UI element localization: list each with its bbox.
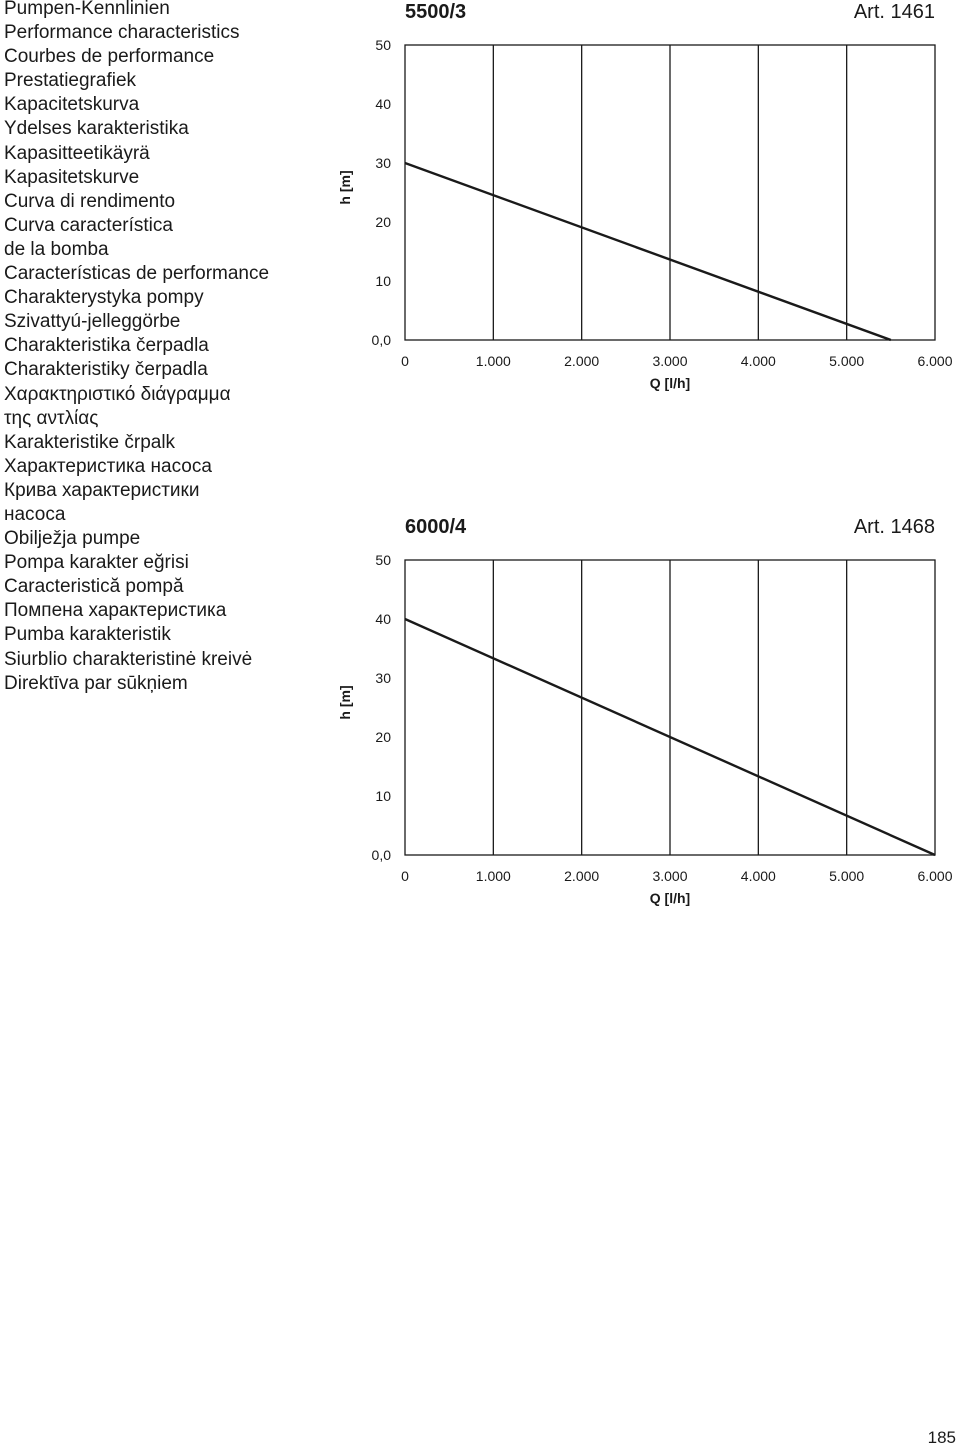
title-line: de la bomba — [4, 238, 109, 260]
title-line: Χαρακτηριστικό διάγραμμα — [4, 383, 231, 405]
y-tick-label: 10 — [375, 273, 391, 289]
title-line: Curva característica — [4, 214, 173, 236]
y-tick-label: 0,0 — [371, 847, 391, 863]
x-tick-label: 1.000 — [475, 353, 511, 369]
title-line: Kapasitteetikäyrä — [4, 142, 150, 164]
y-tick-label: 30 — [375, 670, 391, 686]
title-line: Ydelses karakteristika — [4, 118, 189, 140]
y-tick-label: 20 — [375, 214, 391, 230]
x-tick-label: 3.000 — [652, 868, 688, 884]
title-line: της αντλίας — [4, 407, 99, 429]
title-line: Prestatiegrafiek — [4, 70, 137, 92]
title-line: Крива характеристики — [4, 479, 200, 501]
x-tick-label: 1.000 — [475, 868, 511, 884]
title-line: Характеристика насоса — [4, 455, 212, 477]
title-line: Charakteristiky čerpadla — [4, 359, 208, 381]
x-axis-label: Q [l/h] — [649, 375, 691, 391]
chart-model: 5500/3 — [405, 1, 467, 23]
x-tick-label: 2.000 — [564, 353, 600, 369]
y-tick-label: 20 — [375, 729, 391, 745]
x-tick-label: 0 — [401, 353, 409, 369]
x-tick-label: 5.000 — [829, 868, 865, 884]
x-tick-label: 2.000 — [564, 868, 600, 884]
title-line: Courbes de performance — [4, 46, 215, 68]
x-axis-label: Q [l/h] — [649, 890, 691, 906]
title-line: Características de performance — [4, 263, 270, 285]
title-line: насоса — [4, 503, 66, 525]
page-number: 185 — [927, 1428, 956, 1447]
y-tick-label: 0,0 — [371, 332, 391, 348]
title-line: Pompa karakter eğrisi — [4, 552, 189, 574]
title-line: Karakteristike črpalk — [4, 431, 176, 453]
title-line: Siurblio charakteristinė kreivė — [4, 648, 253, 670]
title-line: Direktīva par sūkņiem — [4, 672, 188, 694]
y-axis-label: h [m] — [337, 685, 353, 720]
chart-model: 6000/4 — [405, 516, 467, 538]
y-tick-label: 50 — [375, 37, 391, 53]
title-line: Caracteristică pompă — [4, 576, 184, 598]
title-line: Szivattyú-jelleggörbe — [4, 311, 181, 333]
title-line: Pumba karakteristik — [4, 624, 171, 646]
x-tick-label: 4.000 — [740, 353, 776, 369]
x-tick-label: 6.000 — [917, 353, 953, 369]
y-tick-label: 40 — [375, 96, 391, 112]
x-tick-label: 3.000 — [652, 353, 688, 369]
title-line: Obilježja pumpe — [4, 528, 141, 550]
y-tick-label: 10 — [375, 788, 391, 804]
y-axis-label: h [m] — [337, 170, 353, 205]
pump-chart-5500-3 — [330, 0, 960, 420]
pump-chart-6000-4 — [330, 515, 960, 935]
title-line: Kapacitetskurva — [4, 94, 140, 116]
chart-article: Art. 1461 — [853, 1, 935, 23]
x-tick-label: 5.000 — [829, 353, 865, 369]
title-list — [4, 0, 324, 696]
x-tick-label: 0 — [401, 868, 409, 884]
title-line: Kapasitetskurve — [4, 166, 140, 188]
title-line: Charakteristika čerpadla — [4, 335, 209, 357]
x-tick-label: 4.000 — [740, 868, 776, 884]
x-tick-label: 6.000 — [917, 868, 953, 884]
y-tick-label: 40 — [375, 611, 391, 627]
title-line: Помпена характеристика — [4, 600, 227, 622]
title-line: Pumpen-Kennlinien — [4, 0, 170, 19]
title-line: Charakterystyka pompy — [4, 287, 204, 309]
chart-article: Art. 1468 — [853, 516, 935, 538]
y-tick-label: 30 — [375, 155, 391, 171]
title-line: Performance characteristics — [4, 22, 240, 44]
performance-curve — [405, 163, 891, 340]
title-line: Curva di rendimento — [4, 190, 176, 212]
y-tick-label: 50 — [375, 552, 391, 568]
